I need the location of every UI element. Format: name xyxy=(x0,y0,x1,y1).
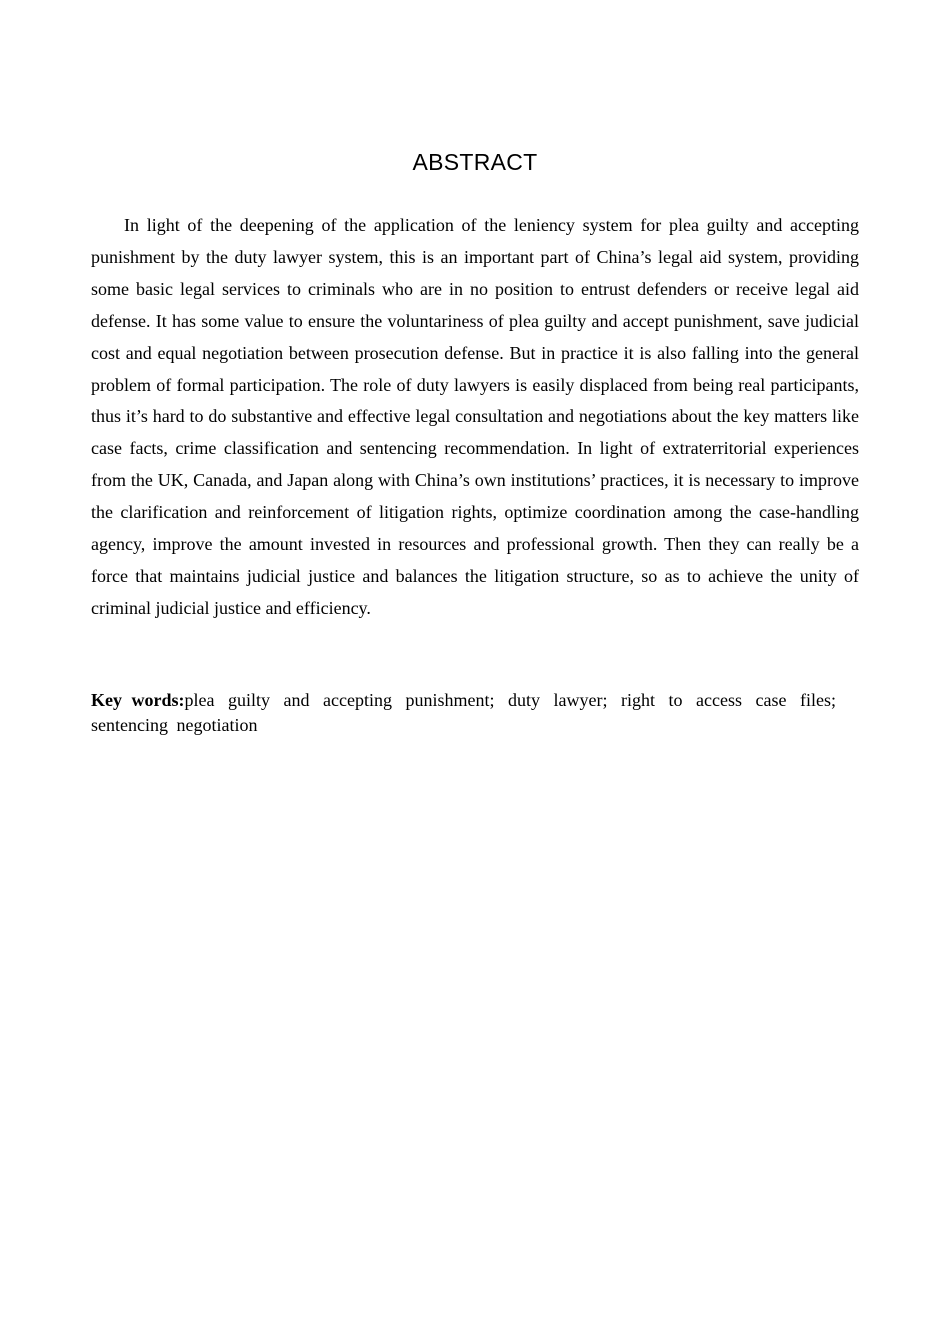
page-title: ABSTRACT xyxy=(412,149,538,175)
keywords-line xyxy=(91,688,836,738)
keywords-text: plea guilty and accepting punishment; duty lawyer; right to access case files; sentencing negotiation xyxy=(91,690,836,735)
abstract-paragraph: In light of the deepening of the application of the leniency system for plea guilty and accepting punishment by the duty lawyer system, this is an important part of China’s legal aid system, providing some basic legal services to criminals who are in no position to entrust defenders or receive legal aid defense. It has some value to ensure the voluntariness of plea guilty and accept punishment, save judicial cost and equal negotiation between prosecution defense. But in practice it is also falling into the general problem of formal participation. The role of duty lawyers is easily displaced from being real participants, thus it’s hard to do substantive and effective legal consultation and negotiations about the key matters like case facts, crime classification and sentencing recommendation. In light of extraterritorial experiences from the UK, Canada, and Japan along with China’s own institutions’ practices, it is necessary to improve the clarification and reinforcement of litigation rights, optimize coordination among the case-handling agency, improve the amount invested in resources and professional growth. Then they can really be a force that maintains judicial justice and balances the litigation structure, so as to achieve the unity of criminal judicial justice and efficiency. xyxy=(91,215,859,618)
keywords-label: Key words: xyxy=(91,690,185,710)
